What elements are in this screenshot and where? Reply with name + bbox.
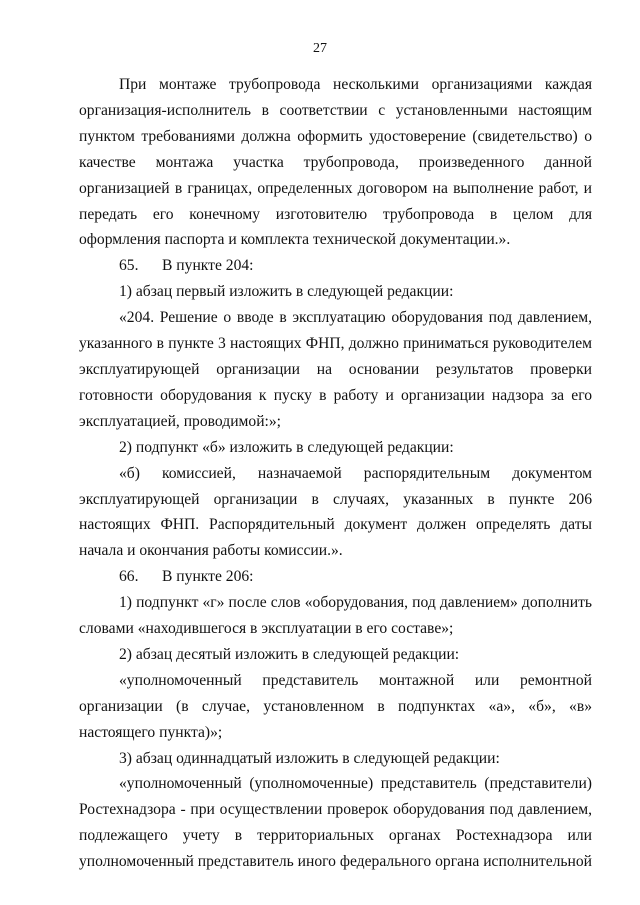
page-number: 27 (313, 41, 327, 56)
item-title: В пункте 204: (162, 257, 254, 275)
paragraph-decision-204: «204. Решение о вводе в эксплуатацию оборудования под давлением, указанного в пункте 3 настоящих ФНП, должно приниматься руководителем эксплуатирующей организации на основании результатов проверки готовности оборудования к пуску в работу и организации надзора за его эксплуатацией, проводимой:»; (79, 309, 592, 430)
item-heading-65 (79, 253, 592, 279)
paragraph-installation-certificate: При монтаже трубопровода несколькими организациями каждая организация-исполнитель в соответствии с установленными настоящим пунктом требованиями должна оформить удостоверение (свидетельство) о качестве монтажа участка трубопровода, произведенного данной организацией в границах, определенных договором на выполнение работ, и передать его конечному изготовителю трубопровода в целом для оформления паспорта и комплекта технической документации.». (79, 76, 592, 249)
document-body (79, 72, 592, 875)
item-number: 66. (119, 568, 139, 586)
item-number: 65. (119, 257, 139, 275)
paragraph-amend-subitem-g: 1) подпункт «г» после слов «оборудования, под давлением» дополнить словами «находившегося в эксплуатации в его составе»; (79, 594, 592, 638)
paragraph-amend-subitem-b: 2) подпункт «б» изложить в следующей редакции: (119, 438, 454, 456)
item-title: В пункте 206: (162, 568, 254, 586)
paragraph-amend-eleventh-abzac: 3) абзац одиннадцатый изложить в следующей редакции: (119, 749, 500, 767)
paragraph-amend-first-abzac: 1) абзац первый изложить в следующей редакции: (119, 283, 454, 301)
paragraph-authorized-representative: «уполномоченный представитель монтажной или ремонтной организации (в случае, установленном в подпунктах «а», «б», «в» настоящего пункта)»; (79, 671, 592, 741)
paragraph-rostekhnadzor-representative: «уполномоченный (уполномоченные) представитель (представители) Ростехнадзора - при осуществлении проверок оборудования под давлением, подлежащего учету в территориальных органах Ростехнадзора или уполномоченный представитель иного федерального органа исполнительной (79, 775, 592, 871)
item-heading-66 (79, 564, 592, 590)
paragraph-commission: «б) комиссией, назначаемой распорядительным документом эксплуатирующей организации в случаях, указанных в пункте 206 настоящих ФНП. Распорядительный документ должен определять даты начала и окончания работы комиссии.». (79, 464, 592, 560)
paragraph-amend-tenth-abzac: 2) абзац десятый изложить в следующей редакции: (119, 645, 460, 663)
